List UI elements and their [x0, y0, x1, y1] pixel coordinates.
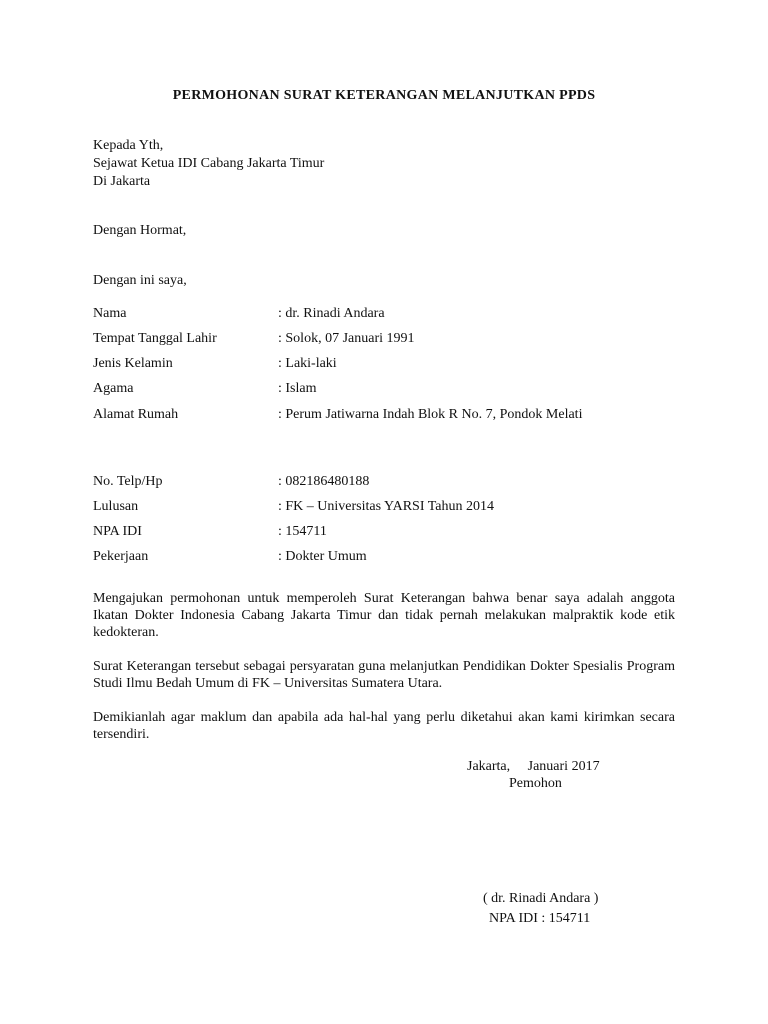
field-row-jenis-kelamin: [93, 356, 693, 374]
body-paragraph-closing: Demikianlah agar maklum dan apabila ada hal-hal yang perlu diketahui akan kami kirimkan secara tersendiri.: [93, 710, 675, 742]
recipient-line-2: Sejawat Ketua IDI Cabang Jakarta Timur: [93, 156, 325, 171]
field-row-lulusan: [93, 499, 693, 517]
field-value: : FK – Universitas YARSI Tahun 2014: [278, 499, 495, 514]
field-value: : dr. Rinadi Andara: [278, 306, 385, 321]
field-label: NPA IDI: [93, 524, 142, 539]
field-label: No. Telp/Hp: [93, 474, 163, 489]
recipient-line-1: Kepada Yth,: [93, 138, 164, 153]
field-label: Lulusan: [93, 499, 139, 514]
field-label: Agama: [93, 381, 134, 396]
intro-text: Dengan ini saya,: [93, 273, 187, 288]
field-value: : Islam: [278, 381, 317, 396]
signature-npa: NPA IDI : 154711: [489, 911, 591, 926]
recipient-line-3: Di Jakarta: [93, 174, 151, 189]
field-value: : Perum Jatiwarna Indah Blok R No. 7, Pondok Melati: [278, 407, 583, 422]
field-row-telp: [93, 474, 693, 492]
signature-name: ( dr. Rinadi Andara ): [483, 891, 599, 906]
field-row-tempat-tanggal-lahir: [93, 331, 693, 349]
body-paragraph-purpose: Surat Keterangan tersebut sebagai persyaratan guna melanjutkan Pendidikan Dokter Spesialis Program Studi Ilmu Bedah Umum di FK – Universitas Sumatera Utara.: [93, 659, 675, 691]
field-row-alamat-rumah: [93, 407, 693, 425]
body-paragraph-request: Mengajukan permohonan untuk memperoleh Surat Keterangan bahwa benar saya adalah anggota Ikatan Dokter Indonesia Cabang Jakarta Timur dan tidak pernah melakukan malpraktik kode etik kedokteran.: [93, 591, 675, 640]
field-value: : Laki-laki: [278, 356, 337, 371]
field-value: : Solok, 07 Januari 1991: [278, 331, 415, 346]
recipient-address: [93, 137, 678, 191]
field-row-nama: [93, 306, 693, 324]
field-label: Jenis Kelamin: [93, 356, 173, 371]
greeting: Dengan Hormat,: [93, 223, 187, 238]
field-row-npa-idi: [93, 524, 693, 542]
place-date: Jakarta, Januari 2017: [467, 759, 600, 774]
field-value: : 154711: [278, 524, 327, 539]
field-row-agama: [93, 381, 693, 399]
applicant-label: Pemohon: [509, 776, 562, 791]
field-value: : 082186480188: [278, 474, 370, 489]
field-label: Nama: [93, 306, 127, 321]
letter-title: PERMOHONAN SURAT KETERANGAN MELANJUTKAN PPDS: [172, 88, 596, 103]
field-value: : Dokter Umum: [278, 549, 367, 564]
field-label: Alamat Rumah: [93, 407, 179, 422]
field-label: Pekerjaan: [93, 549, 149, 564]
field-row-pekerjaan: [93, 549, 693, 567]
field-label: Tempat Tanggal Lahir: [93, 331, 217, 346]
